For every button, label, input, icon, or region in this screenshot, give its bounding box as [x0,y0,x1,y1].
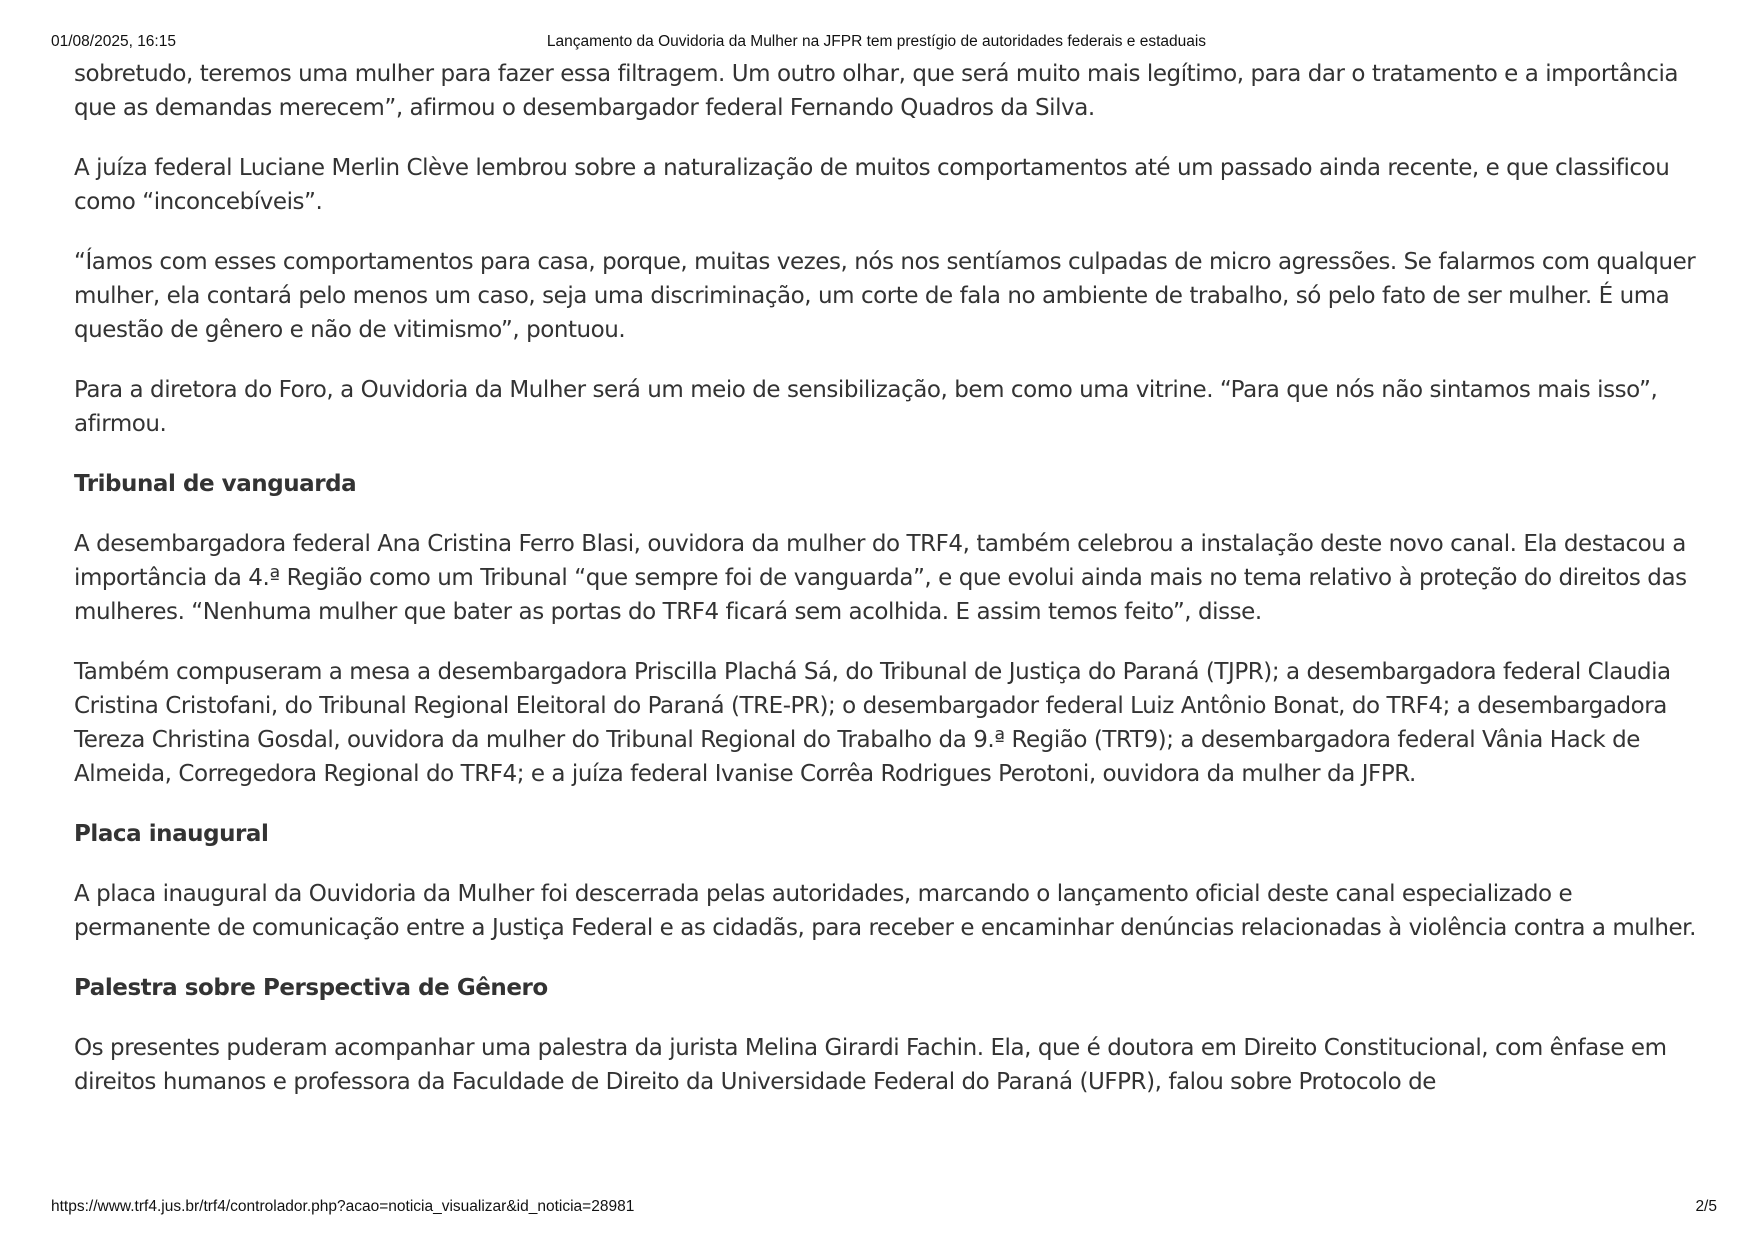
article-paragraph: Para a diretora do Foro, a Ouvidoria da Mulher será um meio de sensibilização, bem como uma vitrine. “Para que nós não sintamos mais isso”, afirmou. [74,377,1658,437]
print-page-url: https://www.trf4.jus.br/trf4/controlador.php?acao=noticia_visualizar&id_noticia=28981 [51,1198,635,1215]
article-paragraph: A desembargadora federal Ana Cristina Ferro Blasi, ouvidora da mulher do TRF4, também celebrou a instalação deste novo canal. Ela destacou a importância da 4.ª Região como um Tribunal “que sempre foi de vanguarda”, e que evolui ainda mais no tema relativo à proteção do direitos das mulheres. “Nenhuma mulher que bater as portas do TRF4 ficará sem acolhida. E assim temos feito”, disse. [74,531,1687,625]
section-heading-tribunal: Tribunal de vanguarda [74,471,357,497]
article-paragraph: sobretudo, teremos uma mulher para fazer essa filtragem. Um outro olhar, que será muito mais legítimo, para dar o tratamento e a importância que as demandas merecem”, afirmou o desembargador federal Fernando Quadros da Silva. [74,61,1679,121]
article-paragraph: Também compuseram a mesa a desembargadora Priscilla Plachá Sá, do Tribunal de Justiça do Paraná (TJPR); a desembargadora federal Claudia Cristina Cristofani, do Tribunal Regional Eleitoral do Paraná (TRE-PR); o desembargador federal Luiz Antônio Bonat, do TRF4; a desembargadora Tereza Christina Gosdal, ouvidora da mulher do Tribunal Regional do Trabalho da 9.ª Região (TRT9); a desembargadora federal Vânia Hack de Almeida, Corregedora Regional do TRF4; e a juíza federal Ivanise Corrêa Rodrigues Perotoni, ouvidora da mulher da JFPR. [74,659,1671,787]
article-paragraph: A juíza federal Luciane Merlin Clève lembrou sobre a naturalização de muitos comportamentos até um passado ainda recente, e que classificou como “inconcebíveis”. [74,155,1670,215]
article-paragraph: Os presentes puderam acompanhar uma palestra da jurista Melina Girardi Fachin. Ela, que é doutora em Direito Constitucional, com ênfase em direitos humanos e professora da Faculdade de Direito da Universidade Federal do Paraná (UFPR), falou sobre Protocolo de [74,1035,1667,1095]
article-body [74,57,1714,1125]
section-heading-palestra: Palestra sobre Perspectiva de Gênero [74,975,548,1001]
article-paragraph: A placa inaugural da Ouvidoria da Mulher foi descerrada pelas autoridades, marcando o lançamento oficial deste canal especializado e permanente de comunicação entre a Justiça Federal e as cidadãs, para receber e encaminhar denúncias relacionadas à violência contra a mulher. [74,881,1696,941]
page-number: 2/5 [1695,1198,1717,1215]
article-paragraph: “Íamos com esses comportamentos para casa, porque, muitas vezes, nós nos sentíamos culpadas de micro agressões. Se falarmos com qualquer mulher, ela contará pelo menos um caso, seja uma discriminação, um corte de fala no ambiente de trabalho, só pelo fato de ser mulher. É uma questão de gênero e não de vitimismo”, pontuou. [74,249,1696,343]
print-datetime: 01/08/2025, 16:15 [51,33,176,50]
section-heading-placa: Placa inaugural [74,821,269,847]
print-page-title: Lançamento da Ouvidoria da Mulher na JFPR tem prestígio de autoridades federais e estaduais [546,33,1207,50]
